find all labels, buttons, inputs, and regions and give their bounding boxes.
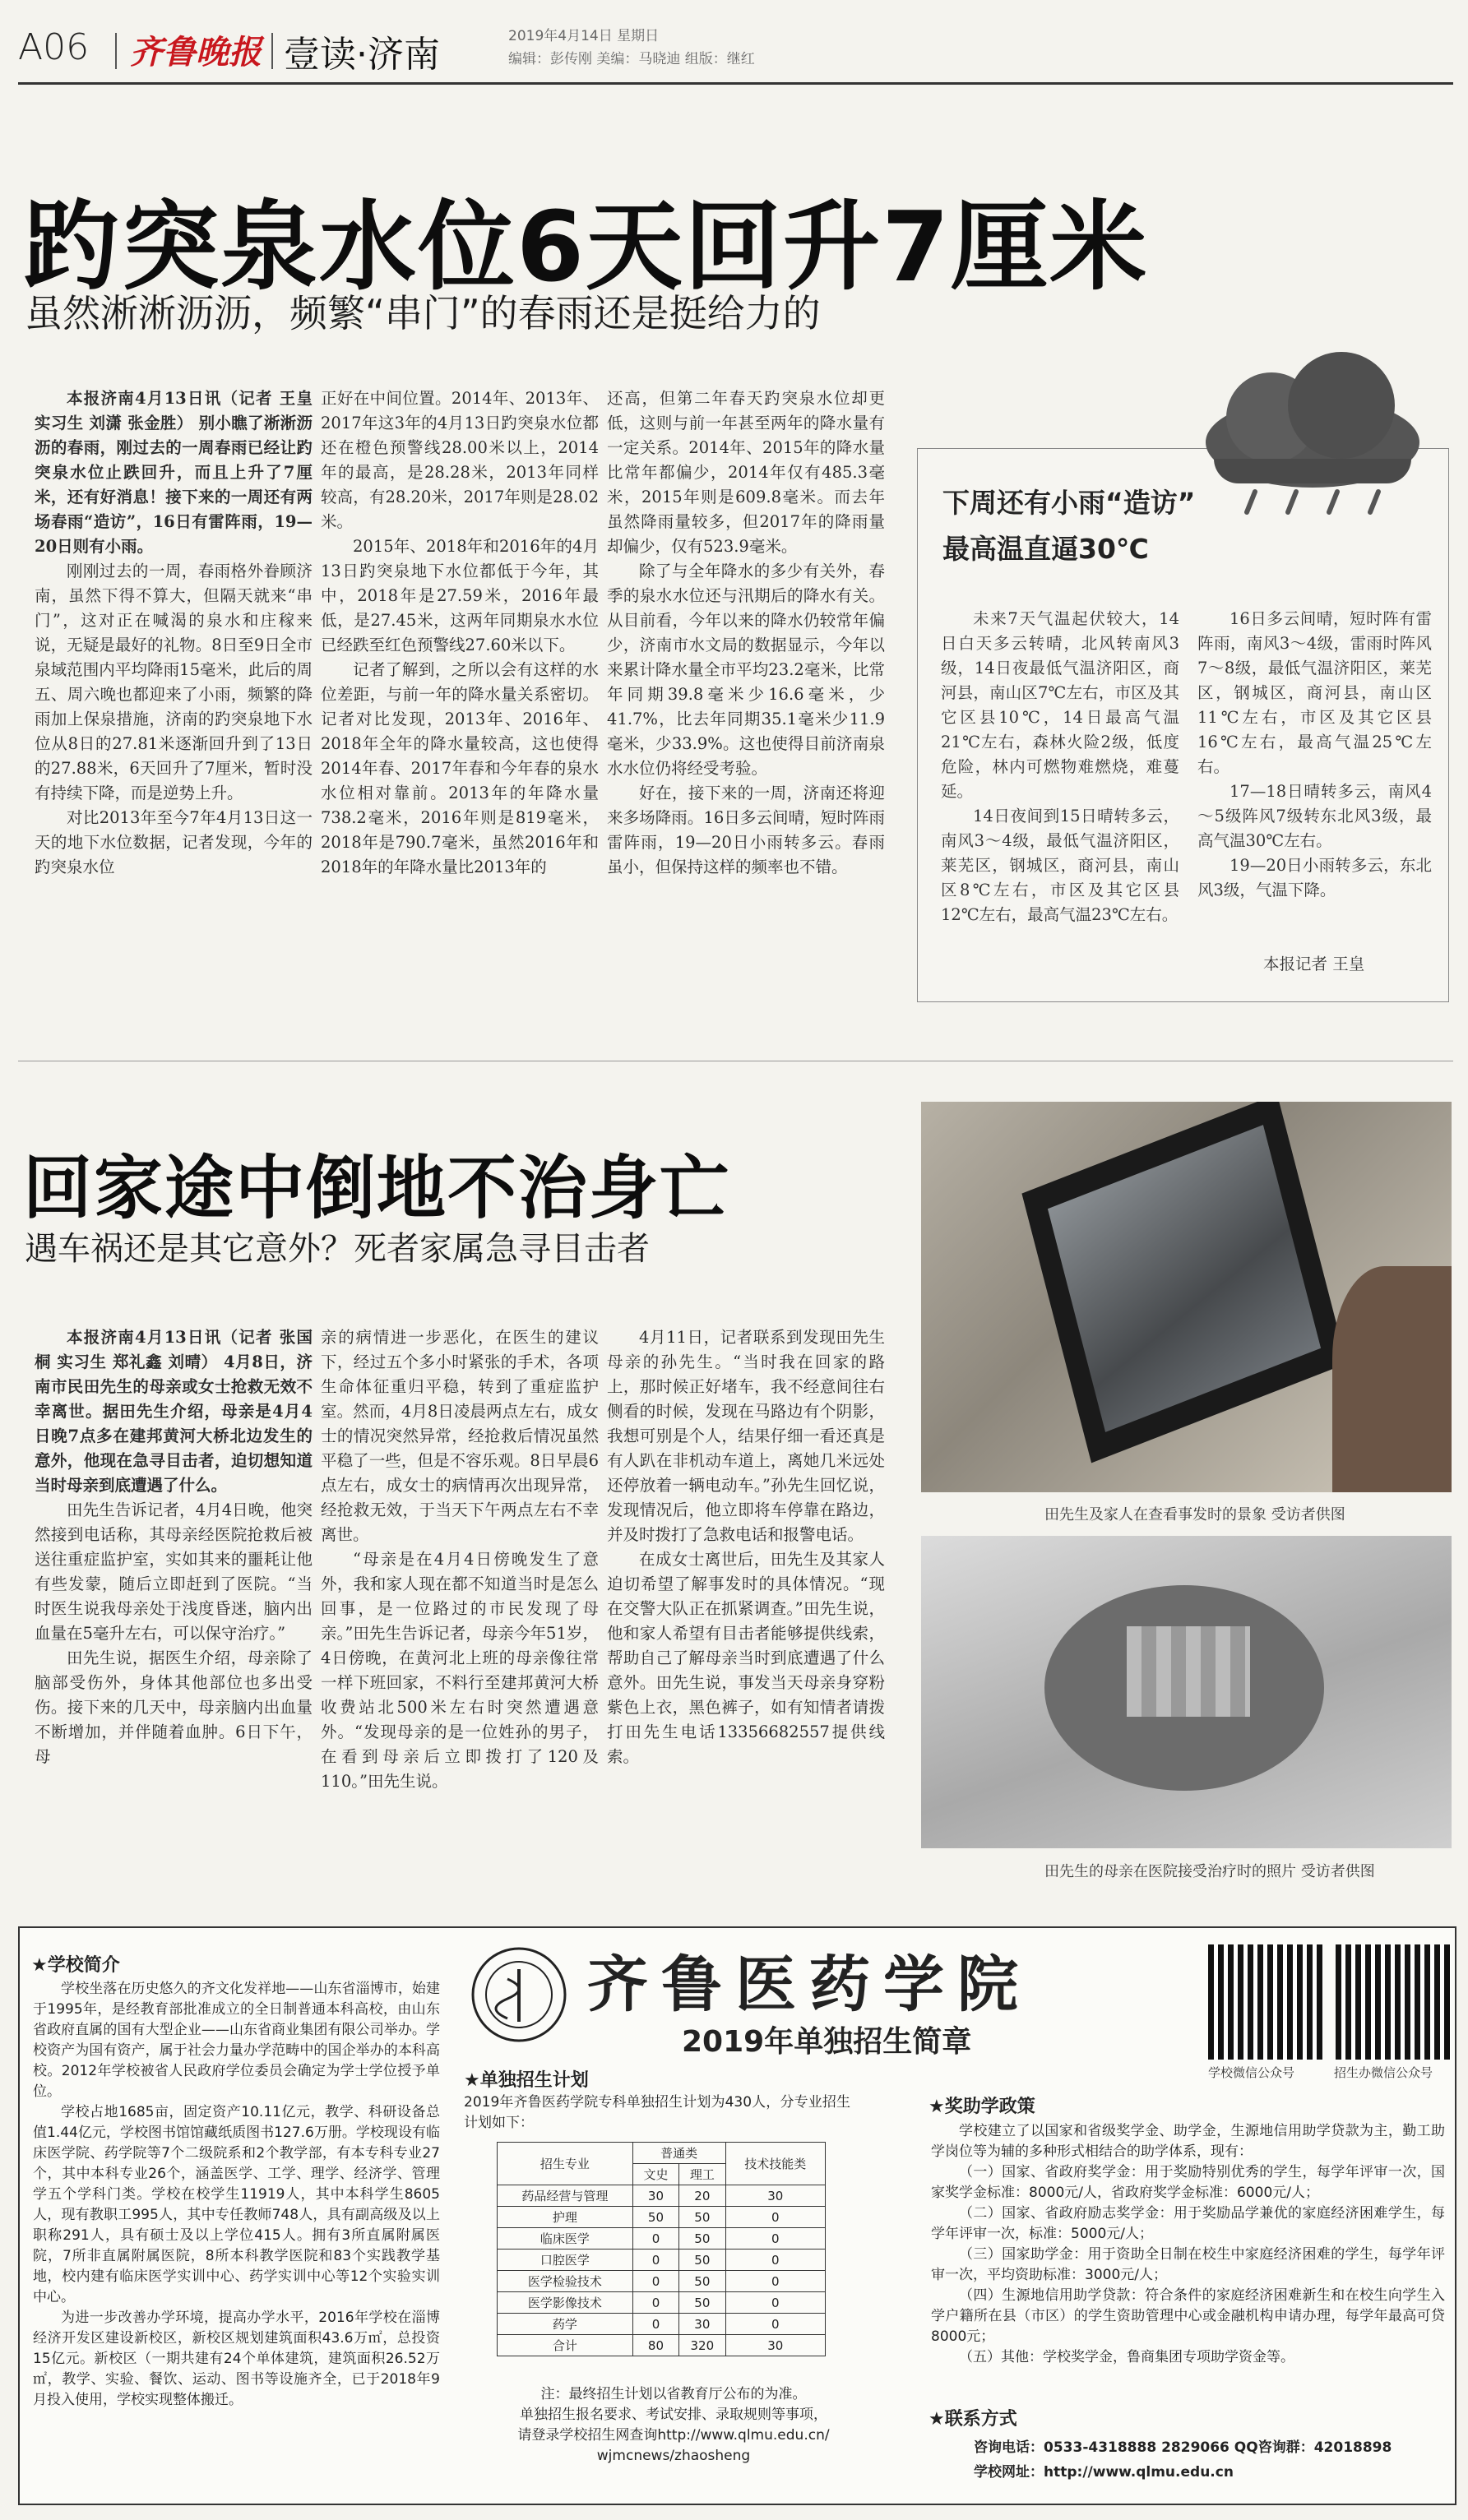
paragraph: 还高，但第二年春天趵突泉水位却更低，这则与前一年甚至两年的降水量有一定关系。2014年、2015年的降水量比常年都偏少，2014年仅有485.3毫米，2015年则是609.8毫米。而去年虽然降雨量较多，但2017年的降雨量却偏少，仅有523.9毫米。 bbox=[607, 389, 885, 556]
headline-spring-water: 趵突泉水位6天回升7厘米 bbox=[23, 190, 1149, 303]
paragraph: （三）国家助学金：用于资助全日制在校生中家庭经济困难的学生，每学年评审一次，平均资助标准：3000元/人； bbox=[931, 2246, 1445, 2283]
mosaic-blur bbox=[1127, 1626, 1250, 1717]
paragraph: 学校坐落在历史悠久的齐文化发祥地——山东省淄博市，始建于1995年，是经教育部批准成立的全日制普通本科高校，由山东省政府直属的国有大型企业——山东省商业集团有限公司举办。学校资产为国有资产，属于社会力量办学范畴中的国企举办的本科高校。2012年学校被省人民政府学位委员会确定为学士学位授予单位。 bbox=[33, 1981, 440, 2100]
paragraph: 学校占地1685亩，固定资产10.11亿元，教学、科研设备总值1.44亿元，学校图书馆馆藏纸质图书127.6万册。学校现设有临床医学院、药学院等7个二级院系和2个教学部，有本专科专业27个，其中本科专业26个，涵盖医学、工学、理学、经济学、管理学五个学科门类。学校在校学生11919人，其中本科学生8605人，现有教职工995人，其中专任教师748人，具有副高级及以上职称291人，具有硕士及以上学位415人。拥有3所直属附属医院，7所非直属附属医院，8所本科教学医院和83个实践教学基地，校内建有临床医学实训中心、药学实训中心等12个实验实训中心。 bbox=[33, 2104, 440, 2305]
paragraph: 田先生说，据医生介绍，母亲除了脑部受伤外，身体其他部位也多出受伤。接下来的几天中，母亲脑内出血量不断增加，并伴随着血肿。6日下午，母 bbox=[35, 1648, 313, 1766]
table-cell: 合计 bbox=[498, 2335, 633, 2356]
table-cell: 0 bbox=[725, 2207, 825, 2228]
table-row bbox=[498, 2207, 826, 2228]
paragraph: （四）生源地信用助学贷款：符合条件的家庭经济困难新生和在校生向学生入学户籍所在县（市区）的学生资助管理中心或金融机构申请办理，每学年最高可贷8000元； bbox=[931, 2287, 1445, 2345]
page-number: A06 bbox=[18, 26, 90, 68]
paragraph: 刚刚过去的一周，春雨格外眷顾济南，虽然下得不算大，但隔天就来“串门”，这对正在喊渴的泉水和庄稼来说，无疑是最好的礼物。8日至9日全市泉域范围内平均降雨15毫米，此后的周五、周六晚也都迎来了小雨，频繁的降雨加上保泉措施，济南的趵突泉地下水位从8日的27.81米逐渐回升到了13日的27.88米，6天回升了7厘米，暂时没有持续下降，而是逆势上升。 bbox=[35, 562, 313, 802]
table-cell: 0 bbox=[632, 2292, 678, 2314]
weather-headline-line: 最高温直逼30℃ bbox=[942, 533, 1149, 565]
note-line: 请登录学校招生网查询http://www.qlmu.edu.cn/ bbox=[517, 2427, 830, 2444]
weather-headline bbox=[942, 480, 1195, 572]
weather-headline-line: 下周还有小雨“造访” bbox=[942, 487, 1196, 519]
paragraph: 正好在中间位置。2014年、2013年、2017年这3年的4月13日趵突泉水位都还在橙色预警线28.00米以上，2014年的最高，是28.28米，2013年同样较高，有28.20米，2017年则是28.02米。 bbox=[321, 389, 599, 531]
table-cell: 0 bbox=[632, 2314, 678, 2335]
ad-section-heading: ★单独招生计划 bbox=[464, 2070, 589, 2091]
note-line: 单独招生报名要求、考试安排、录取规则等事项， bbox=[520, 2407, 827, 2423]
table-cell: 50 bbox=[679, 2228, 725, 2250]
table-cell: 0 bbox=[632, 2228, 678, 2250]
masthead-divider bbox=[115, 33, 117, 69]
table-cell: 30 bbox=[725, 2335, 825, 2356]
aid-text bbox=[931, 2121, 1445, 2368]
table-cell: 医学影像技术 bbox=[498, 2292, 633, 2314]
note-line: 注：最终招生计划以省教育厅公布的为准。 bbox=[540, 2386, 807, 2402]
ad-intro-text bbox=[33, 1979, 440, 2411]
table-cell: 80 bbox=[632, 2335, 678, 2356]
table-row bbox=[498, 2250, 826, 2271]
table-cell: 30 bbox=[679, 2314, 725, 2335]
paragraph: 2015年、2018年和2016年的4月13日趵突泉地下水位都低于今年，其中，2018年是27.59米，2016年最低，是27.45米，这两年同期泉水水位已经跌至红色预警线27.60米以下。 bbox=[321, 537, 599, 654]
article-column bbox=[321, 1325, 599, 1794]
table-cell: 50 bbox=[679, 2250, 725, 2271]
paragraph: 田先生告诉记者，4月4日晚，他突然接到电话称，其母亲经医院抢救后被送往重症监护室，实如其来的噩耗让他有些发蒙，随后立即赶到了医院。“当时医生说我母亲处于浅度昏迷，脑内出血量在5毫升左右，可以保守治疗。” bbox=[35, 1500, 313, 1643]
table-cell: 50 bbox=[632, 2207, 678, 2228]
table-cell: 0 bbox=[725, 2314, 825, 2335]
school-seal-icon bbox=[470, 1946, 567, 2043]
table-cell: 0 bbox=[725, 2228, 825, 2250]
article-column bbox=[607, 1325, 885, 1769]
paragraph: （一）国家、省政府奖学金：用于奖励特别优秀的学生，每学年评审一次，国家奖学金标准：8000元/人，省政府奖学金标准：6000元/人； bbox=[931, 2164, 1445, 2201]
qr-code-icon bbox=[1336, 1944, 1451, 2060]
paragraph: 14日夜间到15日晴转多云，南风3～4级，最低气温济阳区，莱芜区，钢城区，商河县，南山区8℃左右，市区及其它区县12℃左右，最高气温23℃左右。 bbox=[941, 807, 1179, 924]
ad-section-heading: ★联系方式 bbox=[928, 2409, 1017, 2430]
article-column bbox=[35, 1325, 313, 1769]
hand-image bbox=[1332, 1266, 1452, 1492]
table-cell: 口腔医学 bbox=[498, 2250, 633, 2271]
table-cell: 50 bbox=[679, 2292, 725, 2314]
note-line: wjmcnews/zhaosheng bbox=[596, 2448, 751, 2464]
article-column bbox=[35, 386, 313, 880]
table-row bbox=[498, 2314, 826, 2335]
table-row bbox=[498, 2271, 826, 2292]
ad-section-heading: ★奖助学政策 bbox=[928, 2097, 1035, 2117]
paragraph: （二）国家、省政府励志奖学金：用于奖励品学兼优的家庭经济困难学生，每学年评审一次，标准：5000元/人； bbox=[931, 2205, 1445, 2242]
table-cell: 50 bbox=[679, 2271, 725, 2292]
weather-box bbox=[917, 448, 1449, 1002]
table-header: 普通类 bbox=[632, 2143, 725, 2164]
paragraph: 为进一步改善办学环境，提高办学水平，2016年学校在淄博经济开发区建设新校区，新校区规划建筑面积43.6万㎡，总投资15亿元。新校区（一期共建有24个单体建筑，建筑面积26.52万㎡，教学、实验、餐饮、运动、图书等设施齐全，已于2018年9月投入使用，学校实现整体搬迁。 bbox=[33, 2310, 440, 2408]
article-column bbox=[607, 386, 885, 880]
qr-label: 学校微信公众号 bbox=[1208, 2065, 1295, 2080]
school-name: 齐鲁医药学院 bbox=[587, 1949, 1031, 2020]
paragraph: 记者了解到，之所以会有这样的水位差距，与前一年的降水量关系密切。记者对比发现，2013年、2016年、2018年全年的降水量较高，这也使得2014年春、2017年春和今年春的泉水水位相对靠前。2013年的年降水量738.2毫米，2016年则是819毫米，2018年是790.7毫米，虽然2016年和2018年的年降水量比2013年的 bbox=[321, 660, 599, 876]
rain-cloud-icon bbox=[1181, 352, 1444, 516]
table-row bbox=[498, 2335, 826, 2356]
paragraph: 亲的病情进一步恶化，在医生的建议下，经过五个多小时紧张的手术，各项生命体征重归平稳，转到了重症监护室。然而，4月8日凌晨两点左右，成女士的情况突然异常，经抢救后情况虽然平稳了一些，但是不容乐观。8日早晨6点左右，成女士的病情再次出现异常，经抢救无效，于当天下午两点左右不幸离世。 bbox=[321, 1328, 599, 1544]
table-cell: 护理 bbox=[498, 2207, 633, 2228]
admissions-ad bbox=[18, 1926, 1456, 2505]
table-cell: 50 bbox=[679, 2207, 725, 2228]
paragraph: 本报济南4月13日讯（记者 王皇 实习生 刘潇 张金胜） 别小瞧了淅淅沥沥的春雨，刚过去的一周春雨已经让趵突泉水位止跌回升，而且上升了7厘米，还有好消息！接下来的一周还有两场春雨“造访”，16日有雷阵雨，19—20日则有小雨。 bbox=[35, 389, 313, 556]
issue-date: 2019年4月14日 星期日 bbox=[508, 28, 660, 44]
paragraph: 未来7天气温起伏较大，14日白天多云转晴，北风转南风3级，14日夜最低气温济阳区，商河县，南山区7℃左右，市区及其它区县10℃，14日最高气温21℃左右，森林火险2级，低度危险，林内可燃物难燃烧，难蔓延。 bbox=[941, 609, 1179, 801]
table-cell: 0 bbox=[632, 2250, 678, 2271]
plan-intro: 2019年齐鲁医药学院专科单独招生计划为430人，分专业招生计划如下： bbox=[464, 2094, 850, 2131]
photo-caption: 田先生的母亲在医院接受治疗时的照片 受访者供图 bbox=[1044, 1863, 1375, 1880]
headline-accident: 回家途中倒地不治身亡 bbox=[23, 1148, 731, 1228]
contact-website[interactable]: 学校网址：http://www.qlmu.edu.cn bbox=[974, 2464, 1234, 2481]
paragraph: 本报济南4月13日讯（记者 张国桐 实习生 郑礼鑫 刘晴） 4月8日，济南市民田先生的母亲或女士抢救无效不幸离世。据田先生介绍，母亲是4月4日晚7点多在建邦黄河大桥北边发生的意外，他现在急寻目击者，迫切想知道当时母亲到底遭遇了什么。 bbox=[35, 1328, 313, 1495]
photo-caption: 田先生及家人在查看事发时的景象 受访者供图 bbox=[1044, 1506, 1345, 1524]
photo-monitor bbox=[921, 1102, 1452, 1492]
weather-column bbox=[941, 607, 1179, 927]
table-cell: 0 bbox=[632, 2271, 678, 2292]
table-row bbox=[498, 2185, 826, 2207]
subhead-accident: 遇车祸还是其它意外？死者家属急寻目击者 bbox=[25, 1230, 650, 1268]
paragraph: 4月11日，记者联系到发现田先生母亲的孙先生。“当时我在回家的路上，那时候正好堵车，我不经意间往右侧看的时候，发现在马路边有个阴影，我想可别是个人，结果仔细一看还真是有人趴在非机动车道上，离她几米远处还停放着一辆电动车。”孙先生回忆说，发现情况后，他立即将车停靠在路边，并及时拨打了急救电话和报警电话。 bbox=[607, 1328, 885, 1544]
table-header: 文史 bbox=[632, 2164, 678, 2185]
paragraph: “母亲是在4月4日傍晚发生了意外，我和家人现在都不知道当时是怎么回事，是一位路过的市民发现了母亲。”田先生告诉记者，母亲今年51岁，4日傍晚，在黄河北上班的母亲像往常一样下班回家，不料行至建邦黄河大桥收费站北500米左右时突然遭遇意外。“发现母亲的是一位姓孙的男子，在看到母亲后立即拨打了120及110。”田先生说。 bbox=[321, 1550, 599, 1791]
paragraph: 19—20日小雨转多云，东北风3级，气温下降。 bbox=[1197, 856, 1432, 899]
table-cell: 医学检验技术 bbox=[498, 2271, 633, 2292]
plan-note bbox=[480, 2384, 867, 2467]
table-cell: 药学 bbox=[498, 2314, 633, 2335]
table-cell: 0 bbox=[725, 2271, 825, 2292]
paragraph: 除了与全年降水的多少有关外，春季的泉水水位还与汛期后的降水有关。从目前看，今年以来的降水仍较常年偏少，济南市水文局的数据显示，今年以来累计降水量全市平均23.2毫米，比常年同期39.8毫米少16.6毫米，少41.7%，比去年同期35.1毫米少11.9毫米，少33.9%。这也使得目前济南泉水水位仍将经受考验。 bbox=[607, 562, 885, 778]
table-cell: 20 bbox=[679, 2185, 725, 2207]
table-cell: 0 bbox=[725, 2292, 825, 2314]
ad-title: 2019年单独招生简章 bbox=[682, 2025, 972, 2059]
editor-credits: 编辑：彭传刚 美编：马晓迪 组版：继红 bbox=[508, 51, 755, 67]
weather-column bbox=[1197, 607, 1432, 903]
paragraph: 16日多云间晴，短时阵有雷阵雨，南风3～4级，雷雨时阵风7～8级，最低气温济阳区，莱芜区，钢城区，商河县，南山区11℃左右，市区及其它区县16℃左右，最高气温25℃左右。 bbox=[1197, 609, 1432, 776]
paragraph: 在成女士离世后，田先生及其家人迫切希望了解事发时的具体情况。“现在交警大队正在抓紧调查。”田先生说，他和家人希望有目击者能够提供线索，帮助自己了解母亲当时到底遭遇了什么意外。田先生说，事发当天母亲身穿粉紫色上衣，黑色裤子，如有知情者请拨打田先生电话13356682557提供线索。 bbox=[607, 1550, 885, 1766]
section-title: 壹读·济南 bbox=[284, 34, 440, 76]
table-cell: 0 bbox=[725, 2250, 825, 2271]
table-cell: 30 bbox=[632, 2185, 678, 2207]
photo-hospital bbox=[921, 1536, 1452, 1848]
table-header: 招生专业 bbox=[498, 2143, 633, 2185]
paragraph: 学校建立了以国家和省级奖学金、助学金，生源地信用助学贷款为主，勤工助学岗位等为辅的多种形式相结合的助学体系，现有： bbox=[931, 2123, 1445, 2160]
paragraph: 好在，接下来的一周，济南还将迎来多场降雨。16日多云间晴，短时阵雨雷阵雨，19—20日小雨转多云。春雨虽小，但保持这样的频率也不错。 bbox=[607, 784, 885, 876]
article-column bbox=[321, 386, 599, 880]
subhead-spring-water: 虽然淅淅沥沥，频繁“串门”的春雨还是挺给力的 bbox=[25, 291, 821, 335]
paragraph: 17—18日晴转多云，南风4～5级阵风7级转东北风3级，最高气温30℃左右。 bbox=[1197, 782, 1432, 850]
newspaper-logo: 齐鲁晚报 bbox=[130, 33, 262, 72]
table-header: 理工 bbox=[679, 2164, 725, 2185]
table-cell: 临床医学 bbox=[498, 2228, 633, 2250]
masthead-divider bbox=[271, 33, 273, 69]
qr-code-icon bbox=[1208, 1944, 1323, 2060]
enrollment-table bbox=[497, 2142, 826, 2356]
table-cell: 药品经营与管理 bbox=[498, 2185, 633, 2207]
table-cell: 30 bbox=[725, 2185, 825, 2207]
qr-label: 招生办微信公众号 bbox=[1334, 2065, 1433, 2080]
ad-section-heading: ★学校简介 bbox=[31, 1955, 120, 1976]
table-row bbox=[498, 2228, 826, 2250]
table-header: 技术技能类 bbox=[725, 2143, 825, 2185]
masthead-rule bbox=[18, 82, 1453, 85]
paragraph: 对比2013年至今7年4月13日这一天的地下水位数据，记者发现，今年的趵突泉水位 bbox=[35, 808, 313, 876]
table-cell: 320 bbox=[679, 2335, 725, 2356]
paragraph: （五）其他：学校奖学金，鲁商集团专项助学资金等。 bbox=[959, 2349, 1294, 2365]
contact-phone: 咨询电话：0533-4318888 2829066 QQ咨询群：42018898 bbox=[974, 2439, 1392, 2456]
table-row bbox=[498, 2292, 826, 2314]
weather-byline: 本报记者 王皇 bbox=[1263, 955, 1365, 973]
